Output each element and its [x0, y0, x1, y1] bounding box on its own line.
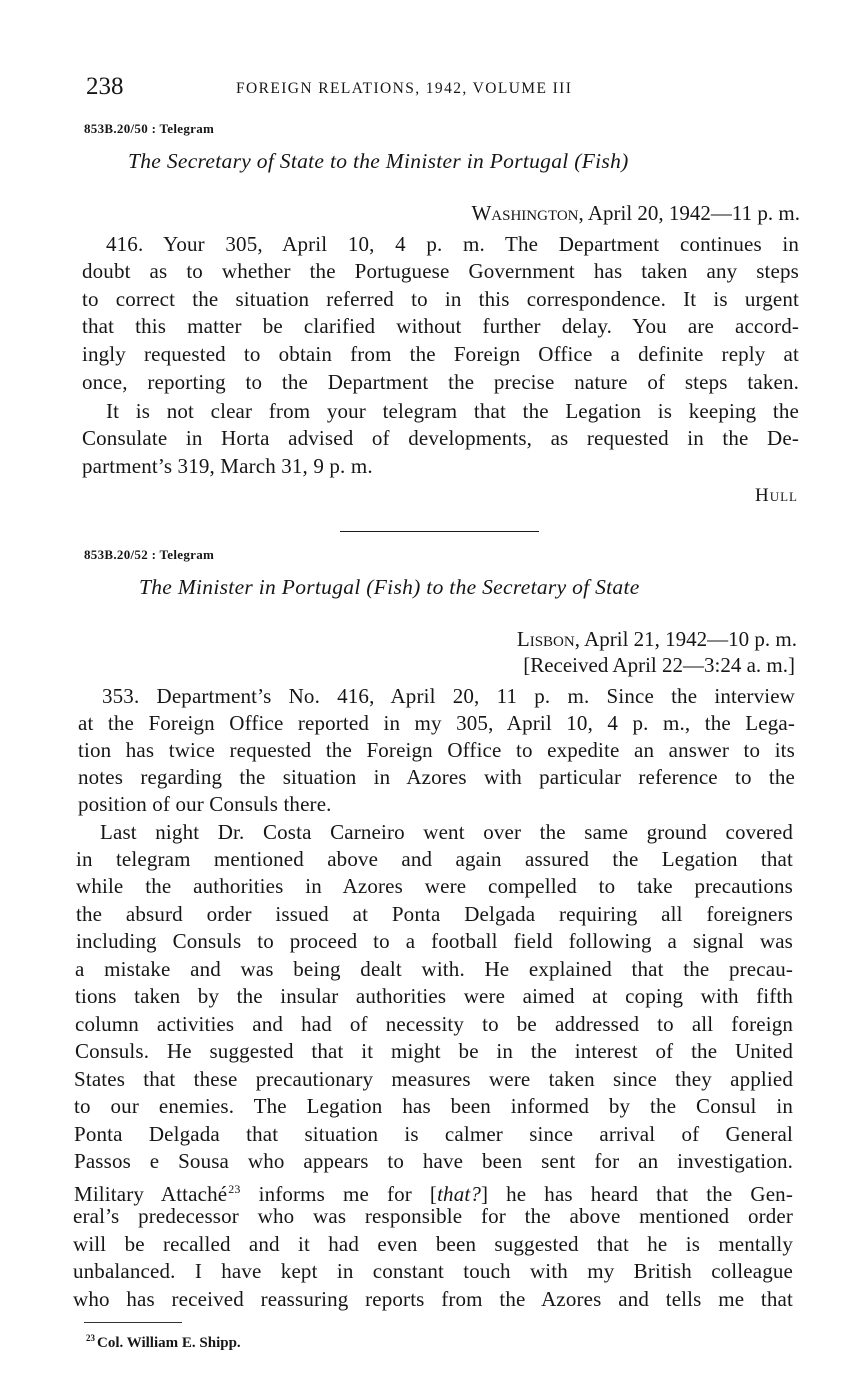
doc1-line: doubt as to whether the Portuguese Government has taken any steps — [82, 259, 799, 283]
doc2-line: tion has twice requested the Foreign Office to expedite an answer to its — [78, 738, 795, 762]
doc2-line: position of our Consuls there. — [78, 792, 332, 816]
doc1-line: that this matter be clarified without further delay. You are accord- — [82, 314, 799, 338]
doc2-line: a mistake and was being dealt with. He explained that the precau- — [75, 957, 793, 981]
doc2-line: unbalanced. I have kept in constant touch with my British colleague — [73, 1259, 793, 1283]
doc2-line: including Consuls to proceed to a football field following a signal was — [76, 929, 793, 953]
doc1-line: 416. Your 305, April 10, 4 p. m. The Department continues in — [106, 232, 799, 256]
footnote-reference: 23 — [228, 1182, 241, 1196]
footnote-text: Col. William E. Shipp. — [97, 1335, 241, 1351]
attache-text-after: ] he has heard that the Gen- — [480, 1182, 793, 1206]
running-head — [86, 72, 806, 108]
doc2-heading: The Minister in Portugal (Fish) to the Secretary of State — [139, 575, 640, 599]
attache-text-middle: informs me for [ — [258, 1182, 438, 1206]
doc1-line: Consulate in Horta advised of developments, as requested in the De- — [82, 426, 799, 450]
doc1-dateline — [471, 200, 800, 226]
doc2-line: Consuls. He suggested that it might be in the interest of the United — [75, 1039, 793, 1063]
running-head-title: FOREIGN RELATIONS, 1942, VOLUME III — [236, 80, 573, 97]
doc2-line: Ponta Delgada that situation is calmer since arrival of General — [74, 1122, 793, 1146]
page-number: 238 — [86, 73, 124, 100]
doc2-line: to our enemies. The Legation has been informed by the Consul in — [74, 1094, 793, 1118]
doc2-line: who has received reassuring reports from the Azores and tells me that — [73, 1287, 793, 1311]
doc1-signature: Hull — [755, 485, 798, 506]
doc1-dateline-place: Washington — [471, 201, 579, 225]
doc2-line: while the authorities in Azores were compelled to take precautions — [76, 874, 793, 898]
doc1-heading: The Secretary of State to the Minister in Portugal (Fish) — [128, 149, 629, 173]
footnote — [86, 1328, 241, 1353]
doc1-line: It is not clear from your telegram that the Legation is keeping the — [106, 399, 799, 423]
doc1-dateline-date: , April 20, 1942—11 p. m. — [578, 201, 800, 225]
doc2-line: will be recalled and it had even been suggested that he is mentally — [73, 1232, 793, 1256]
doc2-line: 353. Department’s No. 416, April 20, 11 p. m. Since the interview — [102, 684, 795, 708]
doc1-line: once, reporting to the Department the precise nature of steps taken. — [82, 370, 799, 394]
doc2-line: eral’s predecessor who was responsible for the above mentioned order — [73, 1204, 793, 1228]
doc1-line: partment’s 319, March 31, 9 p. m. — [82, 454, 373, 478]
doc2-line: States that these precautionary measures were taken since they applied — [74, 1067, 793, 1091]
attache-text-before: Military Attaché — [74, 1182, 228, 1206]
doc1-line: ingly requested to obtain from the Foreign Office a definite reply at — [82, 342, 799, 366]
doc2-dateline — [517, 626, 797, 652]
doc2-line: at the Foreign Office reported in my 305, April 10, 4 p. m., the Lega- — [78, 711, 795, 735]
attache-text-italic: that? — [437, 1182, 481, 1206]
footnote-rule — [84, 1322, 182, 1323]
footnote-mark: 23 — [86, 1333, 95, 1343]
doc2-file-reference: 853B.20/52 : Telegram — [84, 547, 215, 562]
doc2-line: in telegram mentioned above and again assured the Legation that — [76, 847, 793, 871]
doc2-line: Passos e Sousa who appears to have been sent for an investigation. — [74, 1149, 793, 1173]
doc1-line: to correct the situation referred to in this correspondence. It is urgent — [82, 287, 799, 311]
section-divider — [340, 531, 539, 532]
doc2-dateline-date: , April 21, 1942—10 p. m. — [574, 627, 797, 651]
doc2-line: column activities and had of necessity to be addressed to all foreign — [75, 1012, 793, 1036]
doc2-line: Last night Dr. Costa Carneiro went over the same ground covered — [100, 820, 793, 844]
doc2-line: tions taken by the insular authorities were aimed at coping with fifth — [75, 984, 793, 1008]
doc1-file-reference: 853B.20/50 : Telegram — [84, 121, 215, 136]
doc2-line: the absurd order issued at Ponta Delgada requiring all foreigners — [76, 902, 793, 926]
doc2-received-note: [Received April 22—3:24 a. m.] — [523, 653, 795, 677]
doc2-line: notes regarding the situation in Azores with particular reference to the — [78, 765, 795, 789]
doc2-dateline-place: Lisbon — [516, 627, 575, 651]
